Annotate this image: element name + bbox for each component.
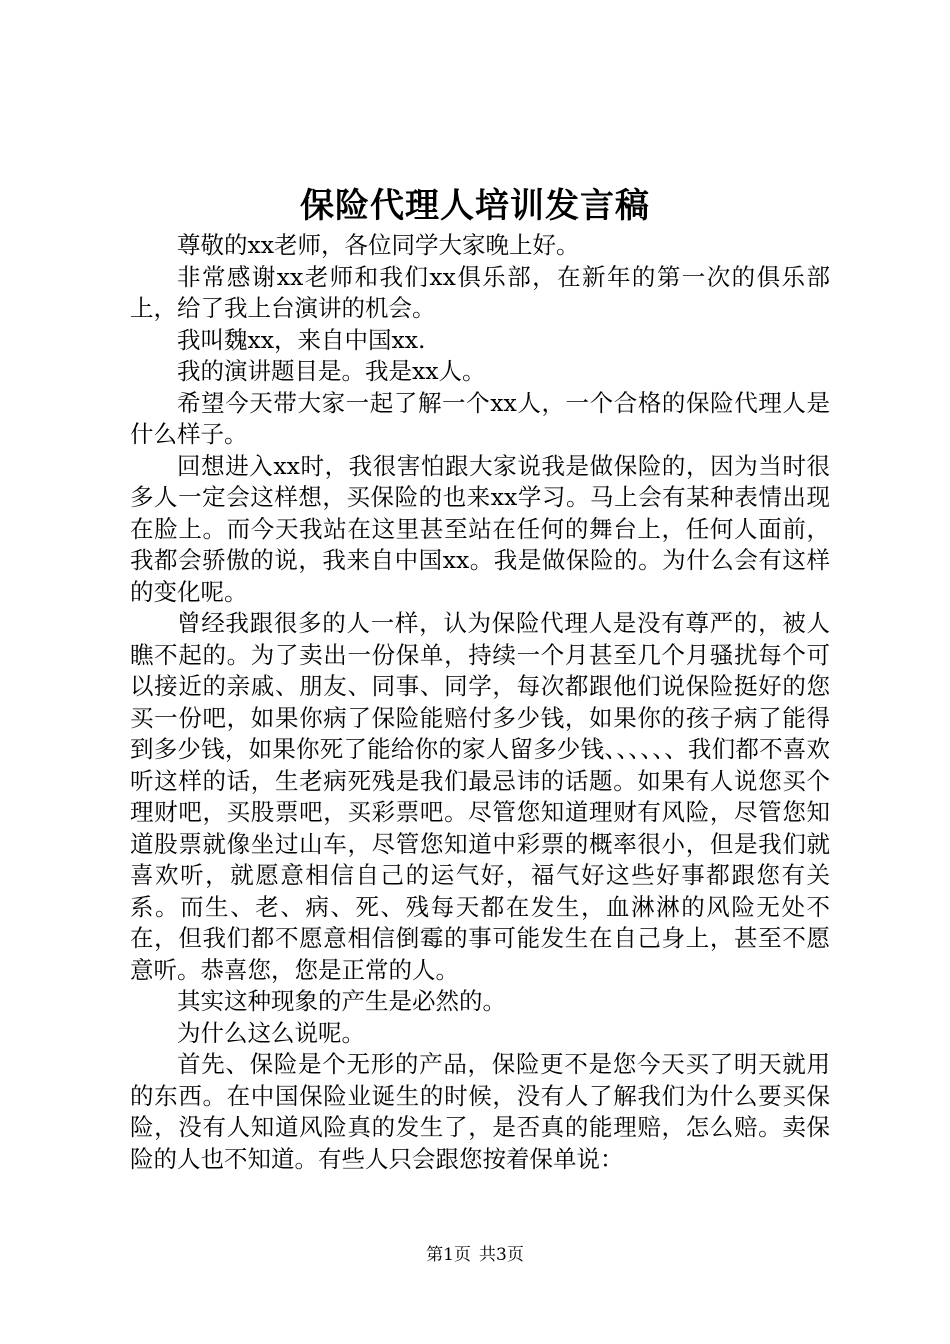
paragraph: 其实这种现象的产生是必然的。: [177, 987, 506, 1015]
paragraph: 希望今天带大家一起了解一个xx人，一个合格的保险代理人是什么样子。: [130, 388, 830, 448]
paragraph: 回想进入xx时，我很害怕跟大家说我是做保险的，因为当时很多人一定会这样想，买保险的也来xx学习。马上会有某种表情出现在脸上。而今天我站在这里甚至站在任何的舞台上，任何人面前，我都会骄傲的说，我来自中国xx。我是做保险的。为什么会有这样的变化呢。: [130, 451, 830, 606]
document-title: 保险代理人培训发言稿: [300, 186, 650, 226]
paragraph: 为什么这么说呢。: [177, 1018, 365, 1047]
paragraph: 尊敬的xx老师，各位同学大家晚上好。: [177, 231, 580, 259]
paragraph: 我的演讲题目是。我是xx人。: [177, 357, 486, 385]
paragraph: 我叫魏xx，来自中国xx.: [177, 325, 426, 354]
page-number: 第1页: [426, 1245, 471, 1265]
paragraph: 曾经我跟很多的人一样，认为保险代理人是没有尊严的，被人瞧不起的。为了卖出一份保单，持续一个月甚至几个月骚扰每个可以接近的亲戚、朋友、同事、同学，每次都跟他们说保险挺好的您买一份吧，如果你病了保险能赔付多少钱，如果你的孩子病了能得到多少钱，如果你死了能给你的家人留多少钱、、、、、、我们都不喜欢听这样的话，生老病死残是我们最忌讳的话题。如果有人说您买个理财吧，买股票吧，买彩票吧。尽管您知道理财有风险，尽管您知道股票就像坐过山车，尽管您知道中彩票的概率很小，但是我们就喜欢听，就愿意相信自己的运气好，福气好这些好事都跟您有关系。而生、老、病、死、残每天都在发生，血淋淋的风险无处不在，但我们都不愿意相信倒霉的事可能发生在自己身上，甚至不愿意听。恭喜您，您是正常的人。: [130, 609, 830, 984]
page-total: 共3页: [479, 1245, 524, 1265]
paragraph: 非常感谢xx老师和我们xx俱乐部，在新年的第一次的俱乐部上，给了我上台演讲的机会。: [130, 262, 830, 322]
paragraph: 首先、保险是个无形的产品，保险更不是您今天买了明天就用的东西。在中国保险业诞生的时候，没有人了解我们为什么要买保险，没有人知道风险真的发生了，是否真的能理赔，怎么赔。卖保险的人也不知道。有些人只会跟您按着保单说：: [130, 1050, 830, 1173]
document-body: [130, 230, 830, 1175]
page-footer: [0, 1243, 950, 1267]
